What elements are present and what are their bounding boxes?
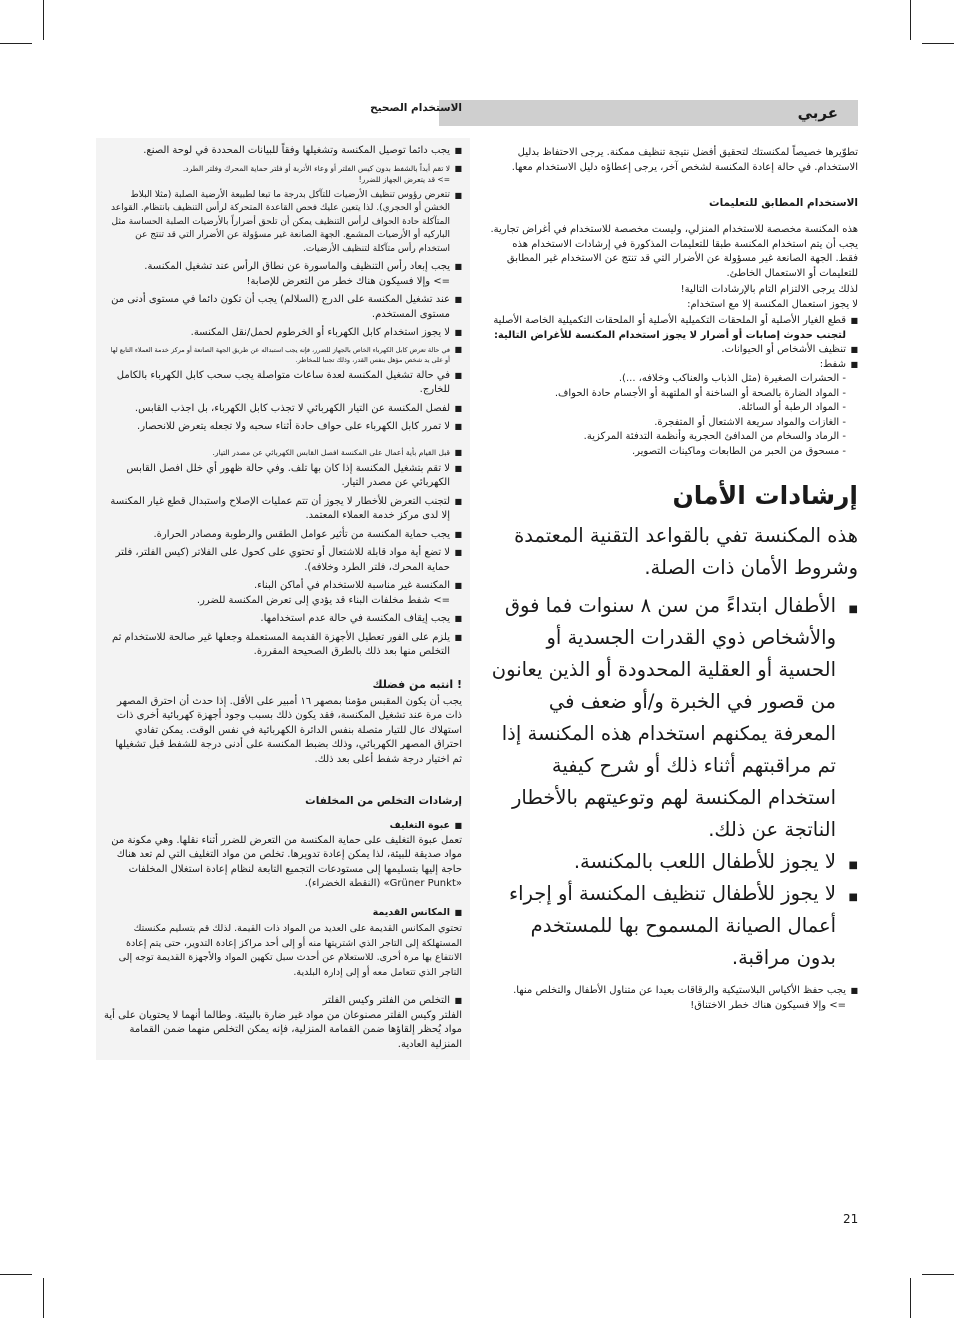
list-item: => وإلا فسيكون هناك خطر من التعرض للإصابة!: [246, 275, 450, 287]
list-item: - المواد الرطبة أو السائلة.: [737, 402, 846, 413]
list-item: ■ لا تقم بتشغيل المكنسة إذا كان بها تلف. وفي حالة ظهور أي خلل افصل القابس الكهربائي عن مصدر التيار.: [104, 462, 462, 491]
list-item: تعمل عبوة التغليف على حماية المكنسة من التعرض للضرر أثناء نقلها. وهي مكونة من مواد صديقة للبيئة، لذا يمكن إعادة تدويرها. تخلص من مواد التغليف التي لم تعد هناك حاجة إليها بتسليمها إلى مستودعات التجميع التابعة لنظام إعادة استغلال المخلفات «Grüner Punkt» (النقطة الخضراء).: [111, 834, 462, 889]
list-item: ■ يجب دائما توصيل المكنسة وتشغيلها وفقاً للبيانات المحددة في لوحة الصنع.: [104, 144, 462, 159]
list-item: ■ التخلص من الفلتر وكيس الفلتر: [104, 994, 462, 1009]
right-column: [490, 100, 858, 1013]
list-item: ■ عند تشغيل المكنسة على الدرج (السلالم) يجب أن تكون دائما في مستوى أدنى من مستوى المستخدم.: [104, 293, 462, 322]
intended-use-heading: الاستخدام المطابق للتعليمات: [709, 197, 858, 209]
list-item: ■ يلزم على الفور تعطيل الأجهزة القديمة المستعملة وجعلها غير صالحة للاستخدام ثم التخلص منها بعد ذلك بالطرق الصحيحة المقررة.: [104, 631, 462, 660]
crop-mark: [0, 43, 32, 44]
language-label: عربي: [439, 100, 858, 126]
crop-mark: [910, 1278, 911, 1318]
list-item: - الرماد والسخام من المدافئ الحجرية وأنظمة التدفئة المركزية.: [583, 431, 846, 442]
disposal-heading: إرشادات التخلص من المخلفات: [305, 795, 462, 807]
page-number: 21: [843, 1212, 859, 1226]
list-item: => شفط مخلفات البناء قد يؤدي إلى تعرض المكنسة للضرر.: [196, 594, 450, 606]
list-item: => وإلا فسيكون هناك خطر الاختناق!: [690, 999, 846, 1011]
list-item: ■ لفصل المكنسة عن التيار الكهربائي لا تجذب كابل الكهرباء، بل اجذب القابس.: [104, 402, 462, 417]
list-item: لتجنب حدوث إصابات أو أضرار لا يجوز استخدام المكنسة للأغراض التالية:: [493, 329, 846, 341]
crop-mark: [922, 1274, 954, 1275]
use-list: [490, 314, 858, 459]
list-item: ■ في حالة تشغيل المكنسة لعدة ساعات متواصلة يجب سحب كابل الكهرباء بالكامل للخارج.: [104, 369, 462, 398]
list-item: => قد يتعرض الجهاز للضرر!: [358, 174, 450, 184]
list-item: - المواد الضارة بالصحة أو الساخنة أو الملتهبة أو الأجسام حادة الحواف.: [554, 387, 846, 399]
list-item: ■ لا يجوز للأطفال تنظيف المكنسة أو إجراء أعمال الصيانة المسموح بها للمستخدم بدون مراقبة.: [490, 878, 858, 974]
list-item: ■ لا تضع أية مواد قابلة للاشتعال أو تحتوي على كحول على الفلاتر (كيس الفلتر، فلتر حماية المحرك، فلتر الطرد وخلافه).: [104, 546, 462, 575]
list-item: ■ لا يجوز للأطفال اللعب بالمكنسة.: [490, 846, 858, 878]
intro-paragraph: تطوّيرها خصيصاً لمكنستك لتحقيق أفضل نتيجة تنظيف ممكنة. يرجى الاحتفاظ بدليل الاستخدام. في حالة إعادة المكنسة لشخص آخر، يرجى إعطاؤه دليل الاستخدام معها.: [511, 147, 858, 173]
list-item: ■ لا يجوز استخدام كابل الكهرباء أو الخرطوم لحمل/نقل المكنسة.: [104, 326, 462, 341]
list-item: ■ يجب إيقاف المكنسة في حالة عدم استخدامها.: [104, 612, 462, 627]
list-item: ■ يجب حفظ الأكياس البلاستيكية والرقاقات بعيدا عن متناول الأطفال والتخلص منها.: [490, 984, 858, 999]
list-item: - الغازات والمواد سريعة الاشتعال أو المتفجرة.: [654, 416, 846, 428]
attention-heading: ! انتبه من فضلك: [372, 677, 462, 691]
list-item: - الحشرات الصغيرة (مثل الذباب والعناكب وخلافه، ...).: [618, 373, 846, 384]
list-item: ■ الأطفال ابتداءً من سن ٨ سنوات فما فوق والأشخاص ذوي القدرات الجسدية أو الحسية أو العقلية المحدودة أو الذين يعانون من قصور في الخبرة و/أو ضعف في المعرفة يمكنهم استخدام هذه المكنسة إذا تم مراقبتهم أثناء ذلك أو شرح كيفية استخدام المكنسة لهم وتوعيتهم بالأخطار الناتجة عن ذلك.: [490, 590, 858, 846]
list-item: ■ لا تقم أبداً بالشفط بدون كيس الفلتر أو وعاء الأتربة أو فلتر حماية المحرك وفلتر الطرد.: [104, 163, 462, 174]
list-item: ■ قطع الغيار الأصلية أو الملحقات التكميلية الأصلية أو الملحقات التكميلية الخاصة الأصلية: [490, 314, 858, 329]
safety-list: [490, 590, 858, 974]
correct-use-box: [96, 138, 470, 1060]
list-item: ■ تنظيف الأشخاص أو الحيوانات.: [490, 343, 858, 358]
crop-mark: [910, 0, 911, 40]
list-item: ■ يجب حماية المكنسة من تأثير عوامل الطقس والرطوبة ومصادر الحرارة.: [104, 528, 462, 543]
list-item: ■ لا تمرر كابل الكهرباء على حواف حادة أثناء سحبه ولا تجعله يتعرض للانحصار.: [104, 420, 462, 435]
list-item: ■ لتجنب التعرض للأخطار لا يجوز أن تتم عمليات الإصلاح واستبدال قطع غيار المكنسة إلا لدى مركز خدمة العملاء المعتمد.: [104, 495, 462, 524]
correct-use-heading: الاستخدام الصحيح: [370, 102, 462, 114]
list-item: ■ المكنسة غير مناسبة للاستخدام في أماكن البناء.: [104, 579, 462, 594]
correct-use-list: [104, 144, 462, 660]
list-item: الفلتر وكيس الفلتر مصنوعان من مواد غير ضارة بالبيئة. وطالما أنهما لا يحتويان على أية مواد يُحظر إلقاؤها ضمن القمامة المنزلية، فإنه يمكن التخلص منهما ضمن القمامة المنزلية العادية.: [104, 1009, 462, 1050]
safety-heading: إرشادات الأمان: [672, 481, 858, 510]
list-item: ■ تتعرض رؤوس تنظيف الأرضيات للتآكل بدرجة ما تبعا لطبيعة الأرضية الصلبة (مثلا البلاط الخشن أو الحجري). لذا يتعين عليك فحص القاعدة المتحركة لرأس التنظيف بانتظام. القواعد المتآكلة حادة الحواف لرأس التنظيف يمكن أن تلحق أضراراً بالأرضيات الصلبة الحساسة مثل الباركيه أو الأرضيات المشمع. الجهة الصانعة غير مسؤولة عن الأضرار التي قد تنتج عن استخدام رأس متآكلة لتنظيف الأرضيات.: [104, 189, 462, 257]
list-item: ■ عبوة التغليف: [104, 819, 462, 834]
crop-mark: [43, 0, 44, 40]
attention-paragraph: يجب أن يكون المقبس مؤمنا بمصهر ١٦ أمبير على الأقل. إذا حدث أن احترق المصهر ذات مرة عند تشغيل المكنسة، فقد يكون ذلك بسبب وجود أجهزة كهربائية أخرى ذات استهلاك عال للتيار متصلة بنفس الدائرة الكهربائية في نفس الوقت. يمكن تفادي احتراق المصهر الكهربائي، وذلك بضبط المكنسة على أدنى درجة للشفط قبل تشغيلها ثم اختيار درجة شفط أعلى بعد ذلك.: [115, 695, 462, 765]
use-only-line: لا يجوز استعمال المكنسة إلا مع استخدام:: [687, 298, 858, 310]
list-item: ■ يجب إبعاد رأس التنظيف والماسورة عن نطاق الرأس عند تشغيل المكنسة.: [104, 260, 462, 275]
list-item: تحتوي المكانس القديمة على العديد من المواد ذات القيمة. لذلك قم بتسليم مكنستك المستهلكة إلى التاجر الذي اشتريتها منه أو إلى أحد مراكز إعادة التدوير، حتى يتم إعادة الانتفاع بها مرة أخرى. للاستعلام عن أحدث سبل تكهين المواد والأجهزة القديمة توجه إلى التاجر الذي تتعامل معه أو إلى إدارة البلدية.: [118, 923, 462, 978]
safety-intro: هذه المكنسة تفي بالقواعد التقنية المعتمدة وشروط الأمان ذات الصلة.: [514, 524, 858, 579]
crop-mark: [922, 43, 954, 44]
list-item: ■ المكانس القديمة: [104, 906, 462, 921]
left-column: [96, 100, 470, 1060]
intended-use-paragraph: هذه المكنسة مخصصة للاستخدام المنزلي، وليست مخصصة للاستخدام في أغراض تجارية. يجب أن يتم استخدام المكنسة طبقا للتعليمات المذكورة في إرشادات الاستخدام هذه فقط. الجهة الصانعة غير مسؤولة عن الأضرار التي قد تنتج عن الاستخدام غير المطابق للتعليمات أو الاستعمال الخاطئ.: [490, 224, 858, 279]
list-item: ■ في حالة تعرض كابل الكهرباء الخاص بالجهاز للضرر، فإنه يجب استبداله عن طريق الجهة الصانعة أو مركز خدمة العملاء التابع لها أو على يد شخص مؤهل بنفس القدر، وذلك تجنبا للمخاطر.: [104, 345, 462, 365]
accordingly-line: لذلك يرجى الالتزام التام بالإرشادات التالية!: [680, 284, 858, 295]
bags-list: [490, 984, 858, 1013]
list-item: ■ قبل القيام بأية أعمال على المكنسة افصل القابس الكهربائي عن مصدر التيار.: [104, 447, 462, 458]
list-item: ■ شفط:: [490, 358, 858, 373]
list-item: - مسحوق من الحبر من الطابعات وماكينات التصوير.: [631, 445, 846, 457]
disposal-list: [104, 819, 462, 1052]
crop-mark: [43, 1278, 44, 1318]
crop-mark: [0, 1274, 32, 1275]
